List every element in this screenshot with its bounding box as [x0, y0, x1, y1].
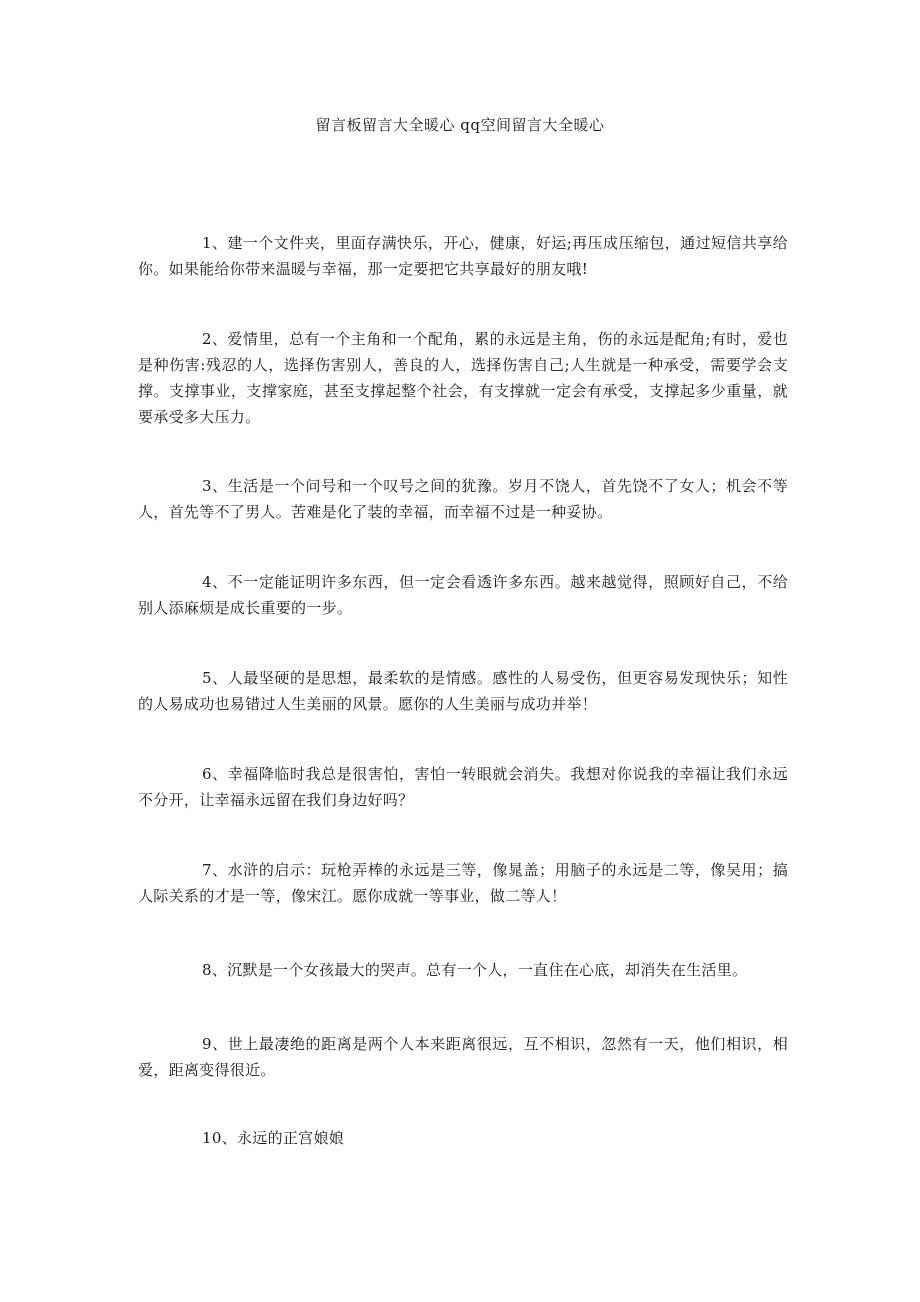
paragraph-text: 7、水浒的启示：玩枪弄棒的永远是三等，像晁盖；用脑子的永远是二等，像吴用；搞人际关系的才是一等，像宋江。愿你成就一等事业，做二等人！ [138, 861, 788, 905]
paragraph-7 [138, 857, 788, 909]
paragraph-1 [138, 230, 788, 282]
paragraph-text: 2、爱情里，总有一个主角和一个配角，累的永远是主角，伤的永远是配角;有时，爱也是种伤害:残忍的人，选择伤害别人，善良的人，选择伤害自己;人生就是一种承受，需要学会支撑。支撑事业，支撑家庭，甚至支撑起整个社会，有支撑就一定会有承受，支撑起多少重量，就要承受多大压力。 [138, 330, 788, 426]
paragraph-text: 4、不一定能证明许多东西，但一定会看透许多东西。越来越觉得，照顾好自己，不给别人添麻烦是成长重要的一步。 [138, 573, 788, 617]
paragraph-text: 1、建一个文件夹，里面存满快乐，开心，健康，好运;再压成压缩包，通过短信共享给你。如果能给你带来温暖与幸福，那一定要把它共享最好的朋友哦! [138, 234, 788, 278]
paragraph-2 [138, 326, 788, 430]
paragraph-text: 3、生活是一个问号和一个叹号之间的犹豫。岁月不饶人，首先饶不了女人；机会不等人，首先等不了男人。苦难是化了装的幸福，而幸福不过是一种妥协。 [138, 477, 788, 521]
paragraph-4 [138, 569, 788, 621]
paragraph-text: 10、永远的正宫娘娘 [202, 1129, 345, 1147]
paragraph-text: 9、世上最凄绝的距离是两个人本来距离很远，互不相识，忽然有一天，他们相识，相爱，距离变得很近。 [138, 1035, 788, 1079]
paragraph-6 [138, 761, 788, 813]
paragraph-text: 8、沉默是一个女孩最大的哭声。总有一个人，一直住在心底，却消失在生活里。 [202, 961, 748, 979]
paragraph-5 [138, 665, 788, 717]
paragraph-text: 6、幸福降临时我总是很害怕，害怕一转眼就会消失。我想对你说我的幸福让我们永远不分开，让幸福永远留在我们身边好吗？ [138, 765, 788, 809]
paragraph-3 [138, 473, 788, 525]
paragraph-10 [138, 1125, 788, 1151]
paragraph-9 [138, 1031, 788, 1083]
paragraph-text: 5、人最坚硬的是思想，最柔软的是情感。感性的人易受伤，但更容易发现快乐；知性的人易成功也易错过人生美丽的风景。愿你的人生美丽与成功并举！ [138, 669, 788, 713]
document-title: 留言板留言大全暖心 qq空间留言大全暖心 [315, 116, 605, 134]
paragraph-8 [138, 957, 788, 983]
